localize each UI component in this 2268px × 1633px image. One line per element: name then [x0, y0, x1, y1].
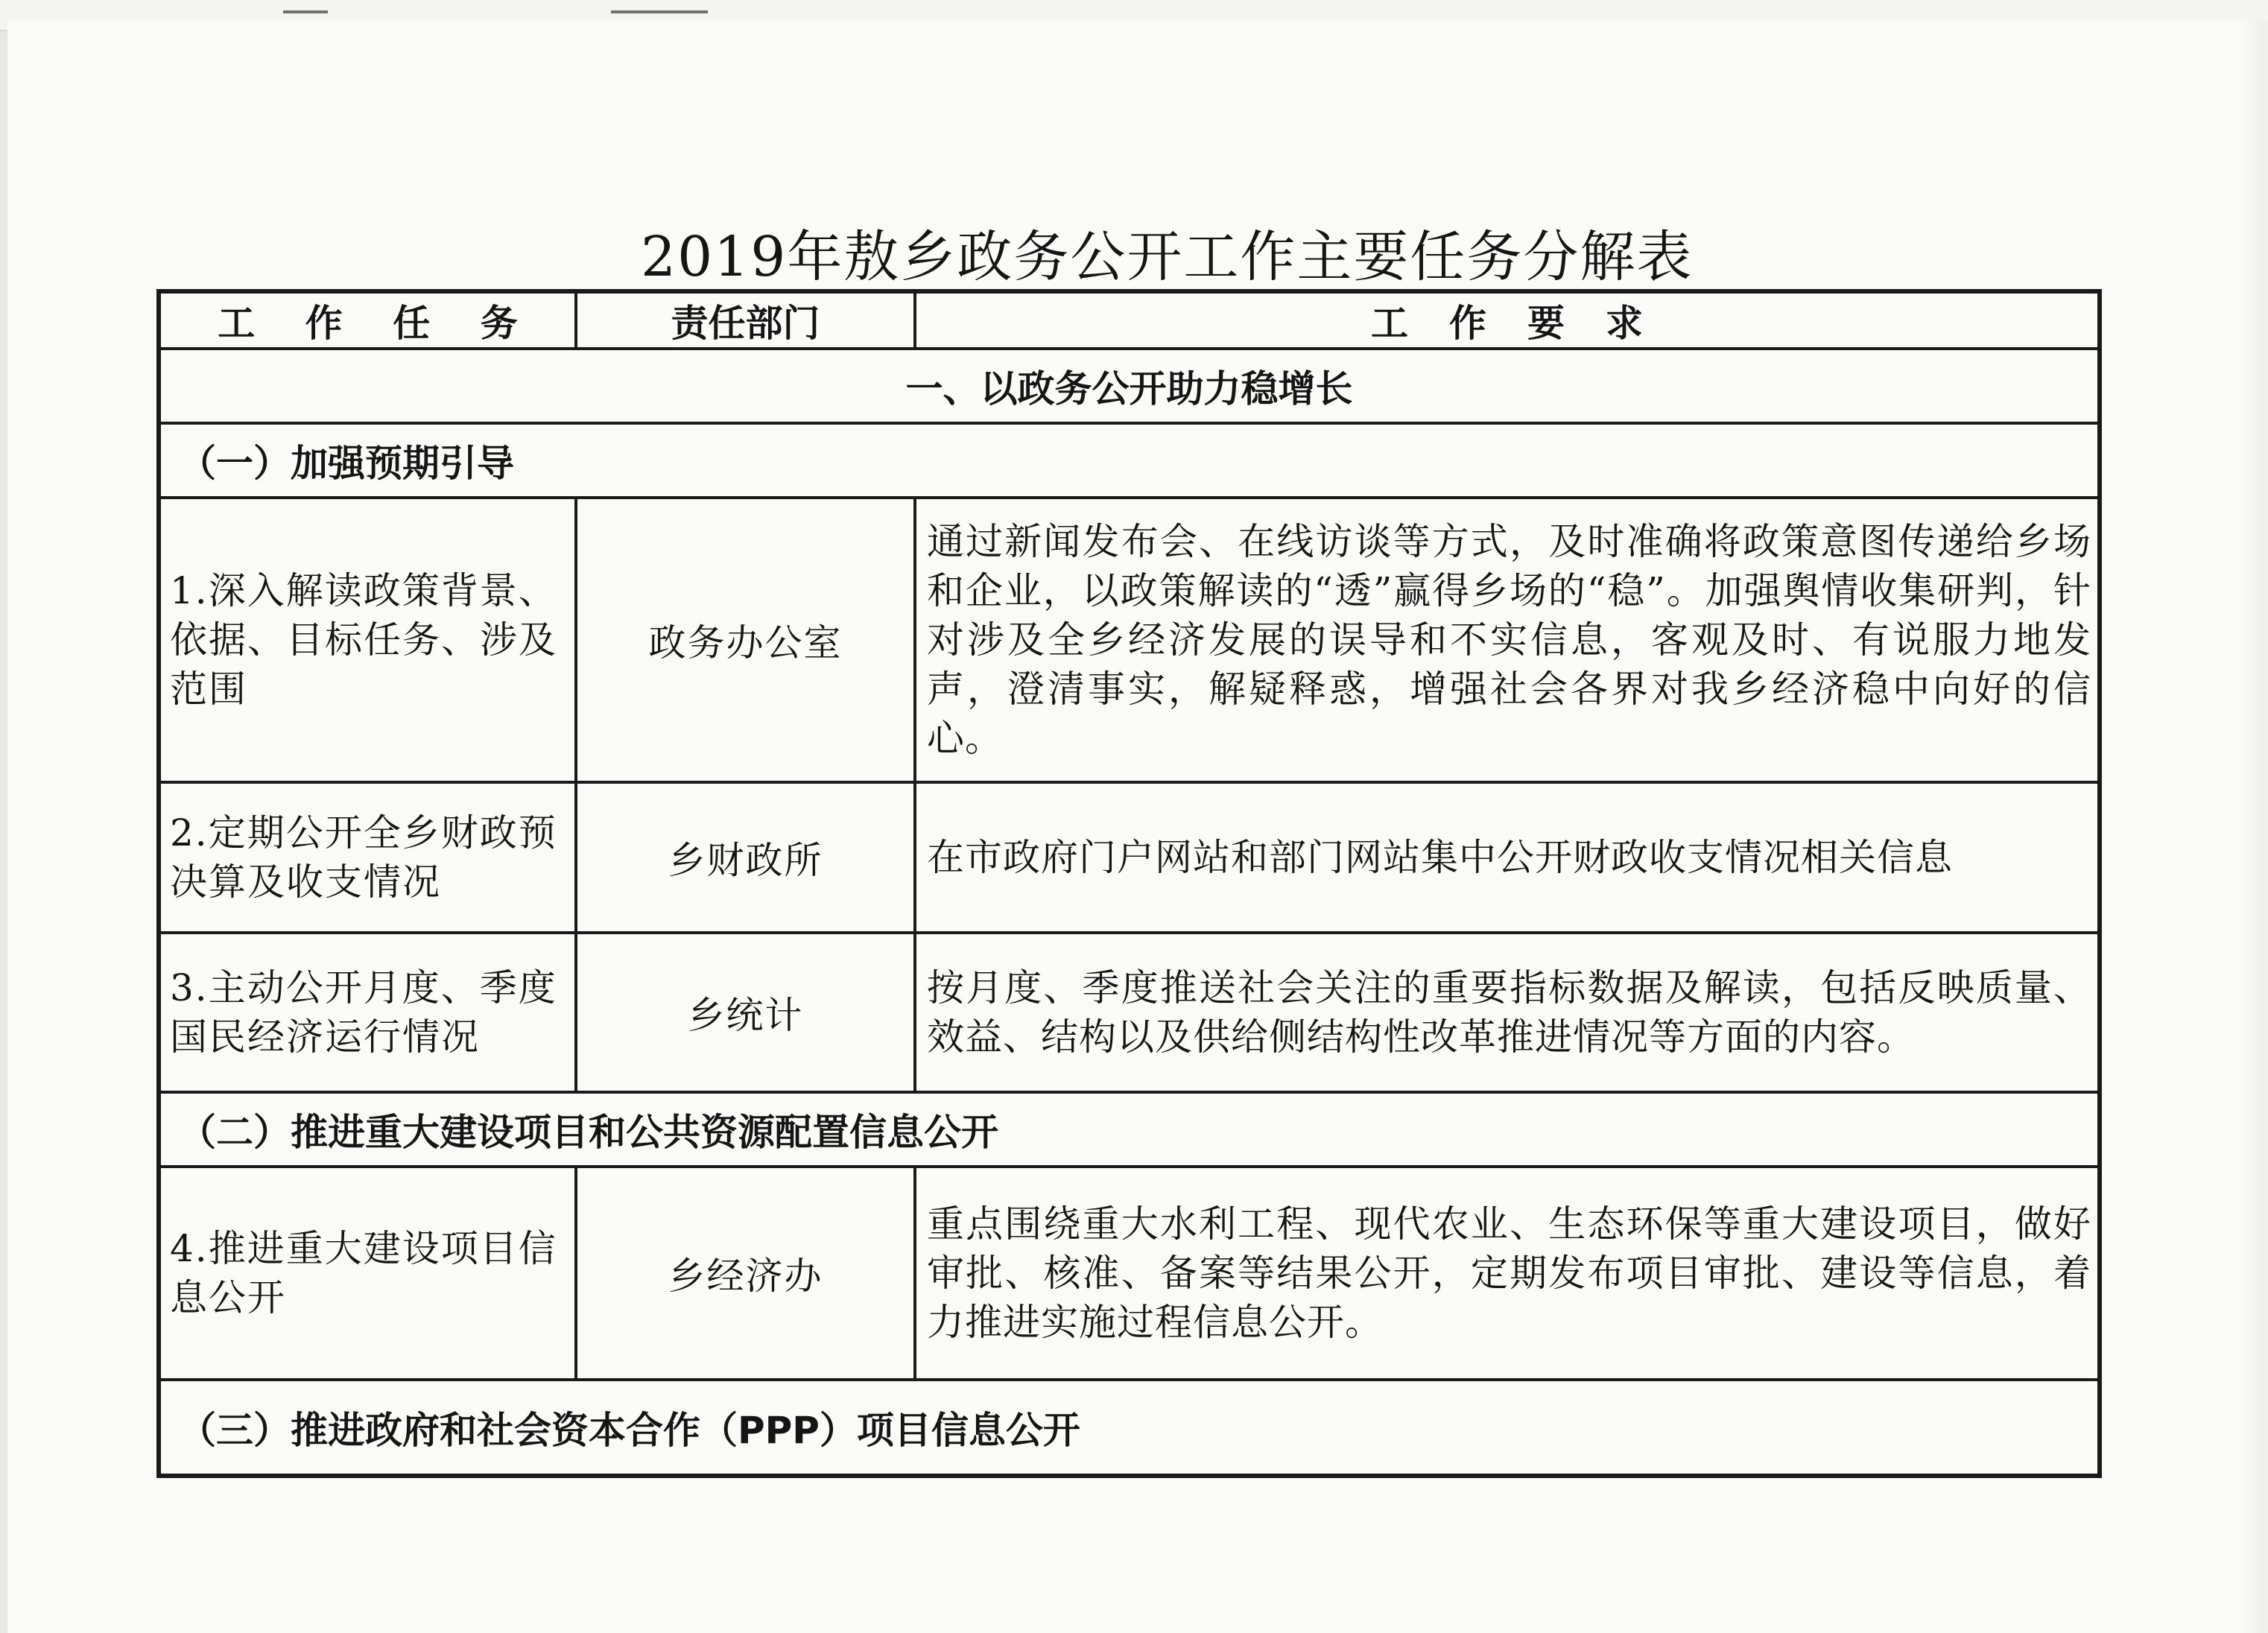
page-shadow: [2238, 21, 2268, 1633]
document-title: 2019年敖乡政务公开工作主要任务分解表: [641, 225, 1694, 289]
header-dept: 责任部门: [576, 291, 915, 349]
header-task: 工作任务: [159, 291, 576, 349]
task-cell: 4.推进重大建设项目信息公开: [159, 1167, 576, 1380]
table-row: [159, 498, 2100, 782]
task-cell: 3.主动公开月度、季度国民经济运行情况: [159, 933, 576, 1092]
table-row: [159, 1167, 2100, 1380]
req-cell: 重点围绕重大水利工程、现代农业、生态环保等重大建设项目，做好审批、核准、备案等结果公开，定期发布项目审批、建设等信息，着力推进实施过程信息公开。: [915, 1167, 2100, 1380]
task-cell: 2.定期公开全乡财政预决算及收支情况: [159, 782, 576, 933]
scrap-mark: [283, 0, 328, 13]
scrap-mark: [611, 0, 708, 13]
section-heading: 一、以政务公开助力稳增长: [159, 349, 2100, 423]
dept-cell: 乡统计: [576, 933, 915, 1092]
dept-cell: 乡经济办: [576, 1167, 915, 1380]
subsection-row: [159, 1380, 2100, 1476]
dept-cell: 政务办公室: [576, 498, 915, 782]
req-cell: 通过新闻发布会、在线访谈等方式，及时准确将政策意图传递给乡场和企业，以政策解读的“透”赢得乡场的“稳”。加强舆情收集研判，针对涉及全乡经济发展的误导和不实信息，客观及时、有说服力地发声，澄清事实，解疑释惑，增强社会各界对我乡经济稳中向好的信心。: [915, 498, 2100, 782]
subsection-heading: （一）加强预期引导: [159, 423, 2100, 498]
task-table-wrapper: [156, 289, 2102, 1478]
header-req: 工作要求: [915, 291, 2100, 349]
task-table: [156, 289, 2102, 1478]
req-cell: 按月度、季度推送社会关注的重要指标数据及解读，包括反映质量、效益、结构以及供给侧结构性改革推进情况等方面的内容。: [915, 933, 2100, 1092]
task-cell: 1.深入解读政策背景、依据、目标任务、涉及范围: [159, 498, 576, 782]
section-row: [159, 349, 2100, 423]
table-header-row: [159, 291, 2100, 349]
dept-cell: 乡财政所: [576, 782, 915, 933]
req-cell: 在市政府门户网站和部门网站集中公开财政收支情况相关信息: [915, 782, 2100, 933]
subsection-row: [159, 423, 2100, 498]
table-row: [159, 782, 2100, 933]
subsection-heading: （二）推进重大建设项目和公共资源配置信息公开: [159, 1092, 2100, 1167]
subsection-heading: （三）推进政府和社会资本合作（PPP）项目信息公开: [159, 1380, 2100, 1476]
table-row: [159, 933, 2100, 1092]
subsection-row: [159, 1092, 2100, 1167]
